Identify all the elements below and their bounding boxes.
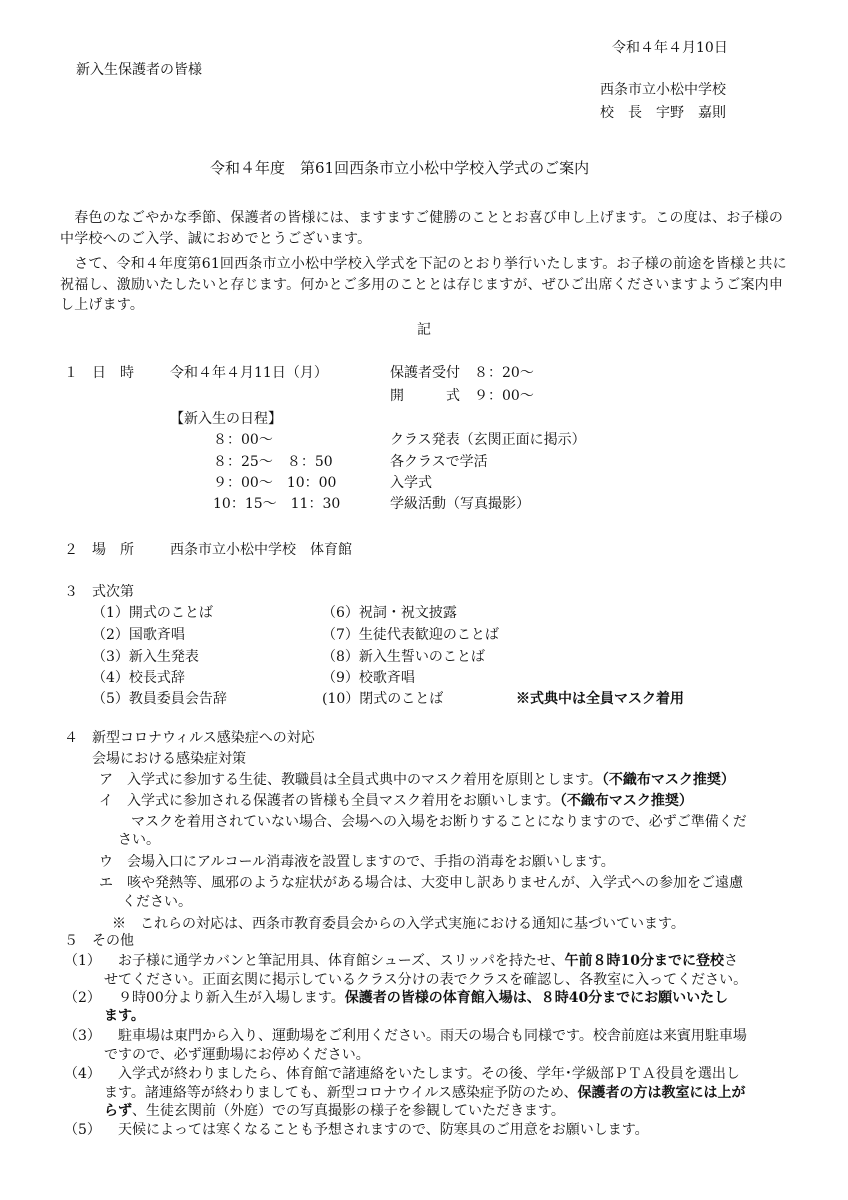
other-item-4-cont2: らず、生徒玄関前（外庭）での写真撮影の様子を参観していただきます。: [104, 1103, 565, 1119]
section-5-heading: ５ その他: [64, 933, 134, 949]
document-date: 令和４年４月10日: [612, 40, 728, 56]
measure-i: イ 入学式に参加される保護者の皆様も全員マスク着用をお願いします。（不織布マスク推奨）: [99, 793, 693, 809]
ceremony-date: 令和４年４月11日（月）: [170, 365, 328, 381]
measure-e: エ 咳や発熱等、風邪のような症状がある場合は、大変申し訳ありませんが、入学式への参加をご遠慮: [99, 875, 743, 891]
section-4-heading: ４ 新型コロナウィルス感染症への対応: [64, 730, 315, 746]
school-name: 西条市立小松中学校: [600, 82, 726, 98]
venue: 西条市立小松中学校 体育館: [170, 542, 352, 558]
program-item: （1）開式のことば: [92, 605, 213, 621]
item-number: （2）: [64, 990, 101, 1006]
addressee: 新入生保護者の皆様: [76, 62, 202, 78]
measures-note: ※ これらの対応は、西条市教育委員会からの入学式実施における通知に基づいています。: [112, 916, 685, 932]
section-4-subheading: 会場における感染症対策: [92, 751, 246, 767]
other-item-1: お子様に通学カバンと筆記用具、体育館シューズ、スリッパを持たせ、午前８時10分までに登校さ: [104, 953, 738, 969]
opening-time: 開 式 ９：00～: [390, 388, 534, 404]
other-item-2: ９時00分より新入生が入場します。保護者の皆様の体育館入場は、８時40分までにお願いいたし: [104, 990, 729, 1006]
program-item: （2）国歌斉唱: [92, 627, 185, 643]
measure-i-detail-cont: さい。: [118, 832, 160, 848]
program-item: （6）祝詞・祝文披露: [322, 605, 457, 621]
other-item-4-cont: ます。諸連絡等が終わりましても、新型コロナウイルス感染症予防のため、保護者の方は教室には上が: [104, 1085, 746, 1101]
page-title: 令和４年度 第61回西条市立小松中学校入学式のご案内: [210, 159, 590, 177]
section-3-heading: ３ 式次第: [64, 584, 134, 600]
section-1-heading: １ 日 時: [64, 365, 134, 381]
schedule-time: ８：00～: [213, 432, 273, 448]
other-item-5: 天候によっては寒くなることも予想されますので、防寒具のご用意をお願いします。: [104, 1122, 649, 1138]
ki-mark: 記: [417, 322, 431, 338]
schedule-time: 10：15～ 11：30: [213, 496, 341, 512]
program-item: (10）閉式のことば: [322, 691, 444, 707]
schedule-time: ８：25～ ８：50: [213, 454, 333, 470]
intro-paragraph-1: 春色のなごやかな季節、保護者の皆様には、ますますご健勝のこととお喜び申し上げます。この度は、お子様の中学校へのご入学、誠におめでとうございます。: [60, 210, 784, 247]
schedule-event: 入学式: [390, 475, 432, 491]
item-number: （5）: [64, 1122, 101, 1138]
parent-reception-time: 保護者受付 ８：20～: [390, 365, 534, 381]
other-item-2-cont: ます。: [104, 1008, 145, 1024]
measure-u: ウ 会場入口にアルコール消毒液を設置しますので、手指の消毒をお願いします。: [99, 854, 615, 870]
schedule-event: 各クラスで学活: [390, 454, 488, 470]
program-item: （3）新入生発表: [92, 649, 199, 665]
program-item: （4）校長式辞: [92, 670, 185, 686]
section-2-heading: ２ 場 所: [64, 542, 134, 558]
program-item: （7）生徒代表歓迎のことば: [322, 627, 499, 643]
item-number: （4）: [64, 1066, 101, 1082]
program-item: （9）校歌斉唱: [322, 670, 415, 686]
intro-paragraph-2: さて、令和４年度第61回西条市立小松中学校入学式を下記のとおり挙行いたします。お子様の前途を皆様と共に祝福し、激励いたしたいと存じます。何かとご多用のこととは存じますが、ぜひご出席くださいますようご案内申し上げます。: [60, 256, 787, 313]
other-item-4: 入学式が終わりましたら、体育館で諸連絡をいたします。その後、学年･学級部ＰＴＡ役員を選出し: [104, 1066, 740, 1082]
measure-a: ア 入学式に参加する生徒、教職員は全員式典中のマスク着用を原則とします。（不織布マスク推奨）: [99, 772, 735, 788]
schedule-title: 【新入生の日程】: [170, 411, 282, 427]
principal-name: 校 長 宇野 嘉則: [600, 105, 726, 121]
schedule-event: クラス発表（玄関正面に掲示）: [390, 432, 586, 448]
program-item: （8）新入生誓いのことば: [322, 649, 485, 665]
schedule-event: 学級活動（写真撮影）: [390, 496, 530, 512]
schedule-time: ９：00～ 10：00: [213, 475, 337, 491]
other-item-3-cont: ですので、必ず運動場にお停めください。: [104, 1047, 370, 1063]
measure-i-detail: マスクを着用されていない場合、会場への入場をお断りすることになりますので、必ずご準備くだ: [131, 814, 747, 830]
mask-note: ※式典中は全員マスク着用: [516, 691, 684, 707]
item-number: （3）: [64, 1028, 101, 1044]
measure-e-cont: ください。: [122, 894, 192, 910]
other-item-1-cont: せてください。正面玄関に掲示しているクラス分けの表でクラスを確認し、各教室に入ってください。: [104, 972, 748, 988]
other-item-3: 駐車場は東門から入り、運動場をご利用ください。雨天の場合も同様です。校舎前庭は来賓用駐車場: [104, 1028, 747, 1044]
item-number: （1）: [64, 953, 101, 969]
program-item: （5）教員委員会告辞: [92, 691, 227, 707]
